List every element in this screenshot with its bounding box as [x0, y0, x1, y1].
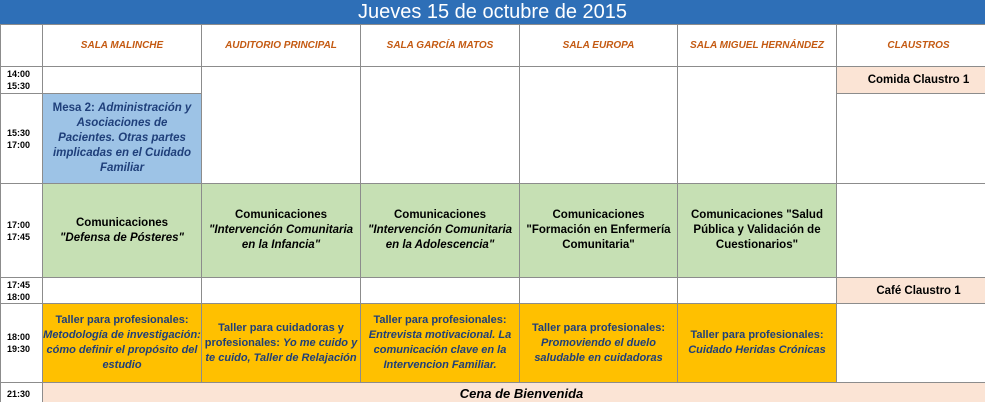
- event-lead: Comunicaciones: [234, 209, 328, 221]
- time-end: 19:30: [7, 344, 31, 354]
- time-start: 17:45: [7, 279, 31, 290]
- room-header-auditorio: AUDITORIO PRINCIPAL: [202, 25, 361, 67]
- event-lead: Mesa 2:: [52, 102, 99, 114]
- time-start: 14:00: [7, 69, 31, 79]
- event-text: "Defensa de Pósteres": [59, 231, 185, 244]
- table-row: [1, 304, 985, 383]
- event-text: "Intervención Comunitaria en la Adolescencia": [367, 224, 513, 251]
- event-text: Promoviendo el duelo saludable en cuidadoras: [534, 336, 663, 364]
- empty-cell: [361, 278, 520, 304]
- event-taller-heridas[interactable]: [678, 304, 837, 383]
- time-start: 18:00: [7, 332, 31, 342]
- empty-cell: [520, 278, 678, 304]
- schedule-table: [0, 24, 985, 402]
- event-text: Cuidado Heridas Crónicas: [688, 344, 826, 356]
- event-text: Comunicaciones "Salud Pública y Validación de Cuestionarios": [691, 209, 823, 251]
- event-taller-relajacion[interactable]: [202, 304, 361, 383]
- event-text: "Intervención Comunitaria en la Infancia": [208, 224, 354, 251]
- event-comida-claustro[interactable]: Comida Claustro 1: [837, 67, 985, 94]
- room-header-malinche: SALA MALINCHE: [43, 25, 202, 67]
- room-header-garcia-matos: SALA GARCÍA MATOS: [361, 25, 520, 67]
- event-comunicaciones-salud-publica[interactable]: [678, 184, 837, 278]
- event-text: Metodología de investigación: cómo definir el propósito del estudio: [43, 329, 201, 371]
- empty-cell: [520, 67, 678, 184]
- empty-cell: [678, 67, 837, 184]
- event-text: Administración y Asociaciones de Pacientes. Otras partes implicadas en el Cuidado Familiar: [52, 102, 192, 174]
- table-row: [1, 383, 985, 402]
- event-comunicaciones-infancia[interactable]: [202, 184, 361, 278]
- empty-cell: [837, 184, 985, 278]
- time-slot: [1, 94, 43, 184]
- time-end: 17:00: [7, 139, 31, 150]
- event-text: Entrevista motivacional. La comunicación clave en la Intervencion Familiar.: [368, 329, 512, 371]
- empty-cell: [361, 67, 520, 184]
- event-lead: Taller para profesionales:: [373, 314, 507, 326]
- event-taller-entrevista[interactable]: [361, 304, 520, 383]
- event-lead: Comunicaciones: [75, 216, 169, 229]
- event-lead: Taller para profesionales:: [55, 314, 189, 326]
- time-start: 17:00: [7, 219, 31, 230]
- event-comunicaciones-adolescencia[interactable]: [361, 184, 520, 278]
- event-cena-bienvenida[interactable]: Cena de Bienvenida: [43, 383, 985, 402]
- event-text: Yo me cuido y te cuido, Taller de Relajación: [205, 336, 358, 364]
- event-cafe-claustro[interactable]: Café Claustro 1: [837, 278, 985, 304]
- room-header-claustros: CLAUSTROS: [837, 25, 985, 67]
- event-comunicaciones-formacion[interactable]: [520, 184, 678, 278]
- event-comunicaciones-posteres[interactable]: [43, 184, 202, 278]
- event-lead: Taller para profesionales:: [690, 329, 824, 341]
- time-start: 21:30: [7, 388, 31, 399]
- table-row: [1, 278, 985, 304]
- event-lead: Taller para profesionales:: [531, 321, 666, 334]
- event-lead: Comunicaciones: [552, 209, 645, 221]
- empty-cell: [43, 67, 202, 94]
- event-lead: Comunicaciones: [393, 209, 487, 221]
- time-end: 18:00: [7, 291, 31, 302]
- empty-cell: [837, 94, 985, 184]
- empty-cell: [43, 278, 202, 304]
- time-end: 15:30: [7, 81, 31, 91]
- table-row: [1, 184, 985, 278]
- empty-cell: [837, 304, 985, 383]
- empty-cell: [202, 278, 361, 304]
- time-end: 17:45: [7, 231, 31, 242]
- event-mesa-2[interactable]: [43, 94, 202, 184]
- event-taller-duelo[interactable]: [520, 304, 678, 383]
- time-slot: [1, 278, 43, 304]
- event-text: "Formación en Enfermería Comunitaria": [526, 224, 671, 251]
- table-row: [1, 67, 985, 94]
- corner-cell: [1, 25, 43, 67]
- header-row: [1, 25, 985, 67]
- event-lead: Taller para cuidadoras y profesionales:: [204, 321, 344, 349]
- empty-cell: [202, 67, 361, 184]
- event-taller-metodologia[interactable]: [43, 304, 202, 383]
- empty-cell: [678, 278, 837, 304]
- room-header-europa: SALA EUROPA: [520, 25, 678, 67]
- time-slot: [1, 304, 43, 383]
- time-start: 15:30: [7, 127, 31, 138]
- time-slot: [1, 67, 43, 94]
- time-slot: [1, 383, 43, 402]
- room-header-miguel-hernandez: SALA MIGUEL HERNÁNDEZ: [678, 25, 837, 67]
- time-slot: [1, 184, 43, 278]
- page-title: Jueves 15 de octubre de 2015: [0, 0, 985, 24]
